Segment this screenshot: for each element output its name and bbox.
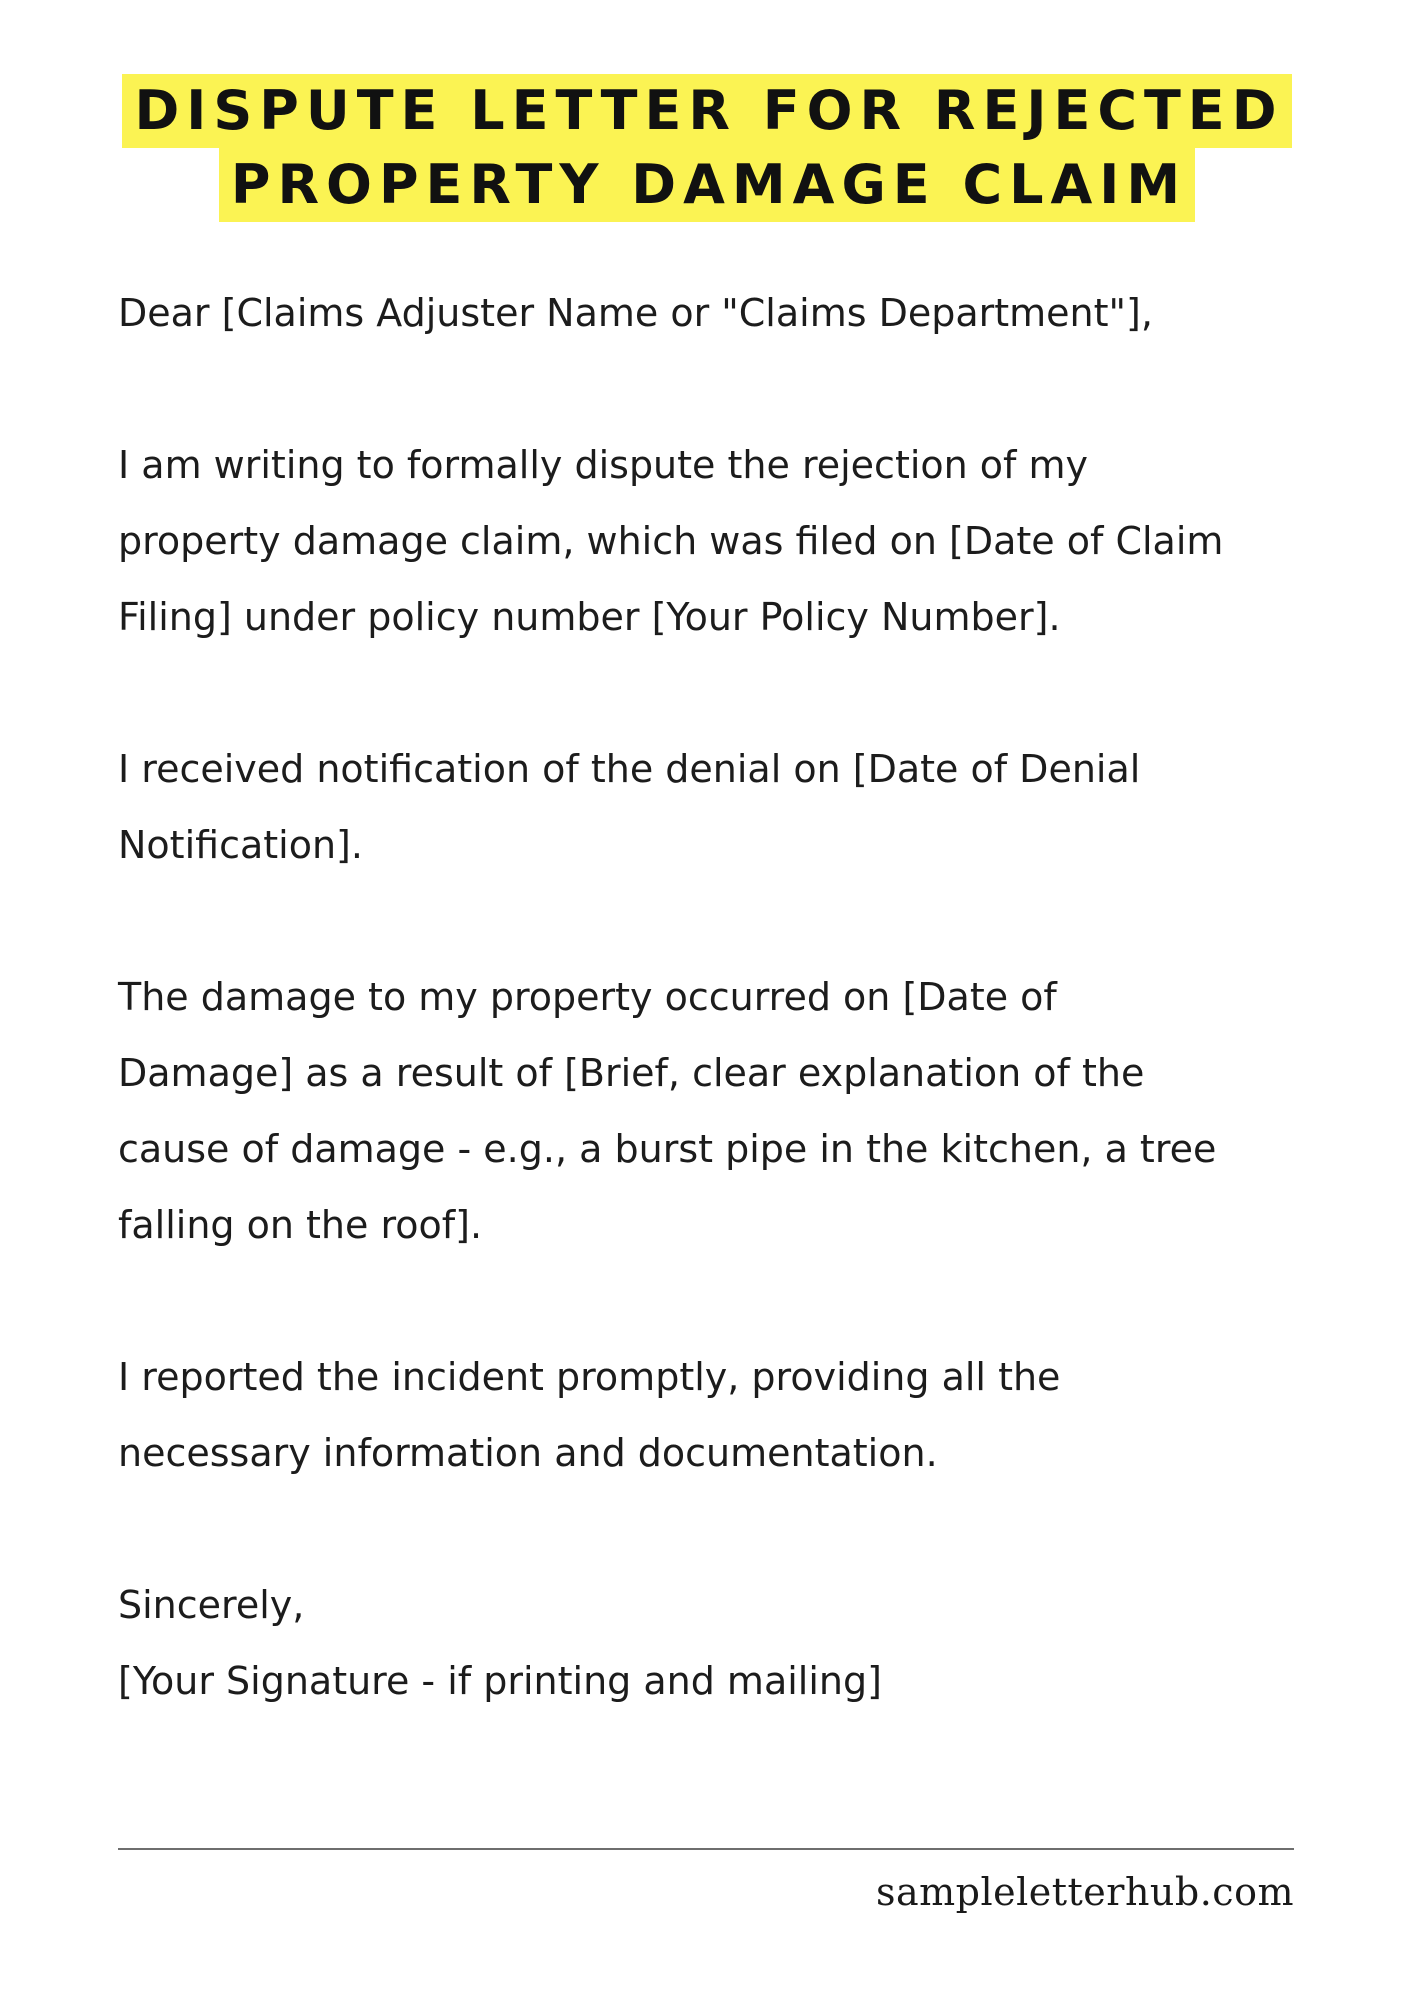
document-title — [0, 74, 1414, 222]
salutation: Dear [Claims Adjuster Name or "Claims Department"], — [118, 291, 1153, 335]
paragraph-line: I reported the incident promptly, providing all the — [118, 1355, 1061, 1399]
paragraph-line: necessary information and documentation. — [118, 1431, 938, 1475]
paragraph-line: property damage claim, which was filed on [Date of Claim — [118, 519, 1224, 563]
paragraph-line: Notification]. — [118, 823, 363, 867]
footer-divider — [118, 1848, 1294, 1850]
paragraph-rejection-dispute — [118, 427, 1358, 655]
signature-placeholder: [Your Signature - if printing and mailing] — [118, 1659, 882, 1703]
paragraph-line: The damage to my property occurred on [Date of — [118, 975, 1057, 1019]
title-line-2: PROPERTY DAMAGE CLAIM — [219, 148, 1195, 222]
letter-body — [118, 275, 1358, 1719]
paragraph-line: Damage] as a result of [Brief, clear explanation of the — [118, 1051, 1145, 1095]
paragraph-denial-notification — [118, 731, 1358, 883]
closing: Sincerely, — [118, 1583, 305, 1627]
paragraph-line: I received notification of the denial on [Date of Denial — [118, 747, 1141, 791]
title-line-1: DISPUTE LETTER FOR REJECTED — [122, 74, 1291, 148]
paragraph-line: I am writing to formally dispute the rejection of my — [118, 443, 1089, 487]
paragraph-line: falling on the roof]. — [118, 1203, 483, 1247]
paragraph-line: Filing] under policy number [Your Policy Number]. — [118, 595, 1061, 639]
paragraph-damage-cause — [118, 959, 1358, 1263]
paragraph-line: cause of damage - e.g., a burst pipe in the kitchen, a tree — [118, 1127, 1217, 1171]
footer-site-name: sampleletterhub.com — [875, 1870, 1294, 1914]
paragraph-incident-report — [118, 1339, 1358, 1491]
